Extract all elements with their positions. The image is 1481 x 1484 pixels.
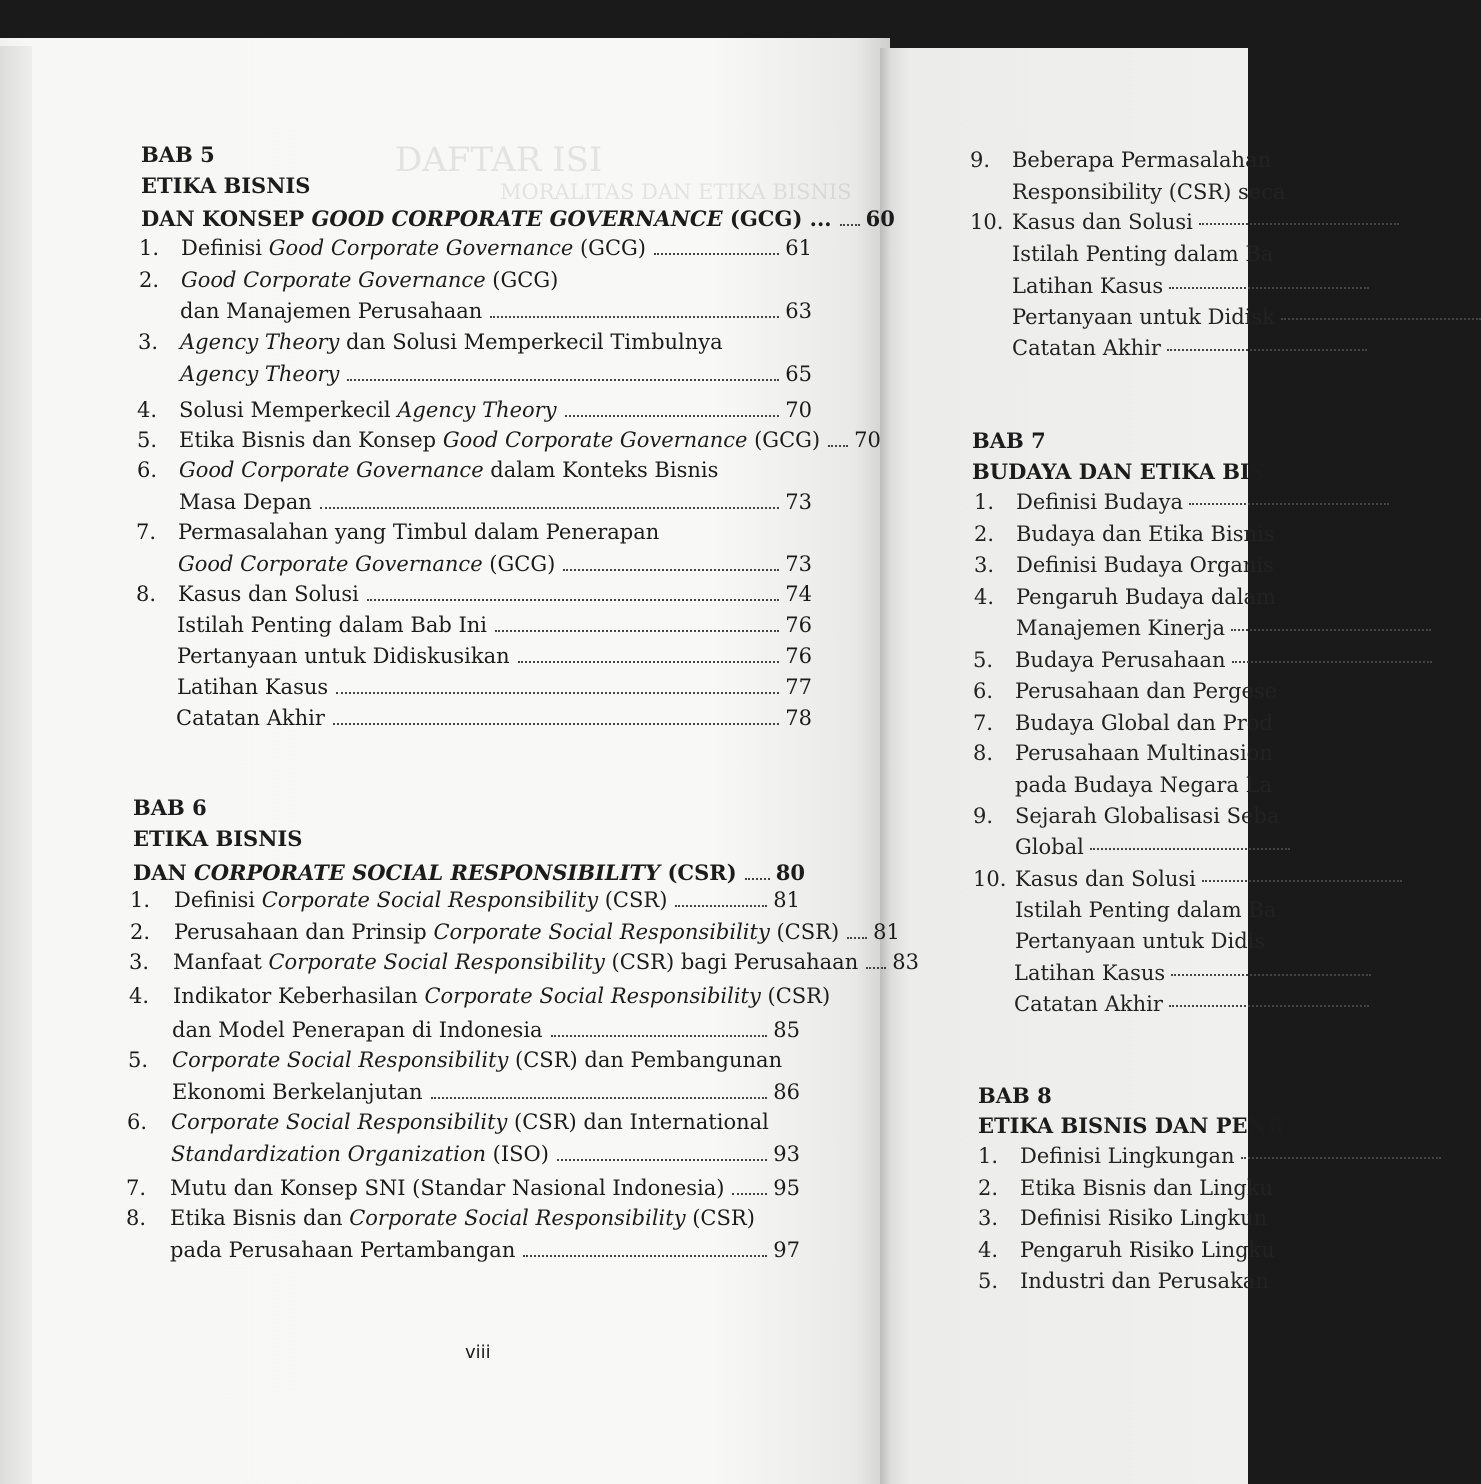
- item-number: 1.: [130, 888, 151, 912]
- toc-entry: [128, 1018, 800, 1048]
- dot-leader: [1231, 629, 1431, 631]
- item-title: pada Perusahaan Pertambangan: [170, 1238, 516, 1262]
- toc-entry: [130, 888, 800, 918]
- page-ref: 70: [854, 428, 881, 452]
- item-title: Corporate Social Responsibility (CSR) dan International: [171, 1110, 769, 1134]
- toc-entry: [973, 711, 1273, 735]
- dot-leader: [518, 661, 780, 663]
- toc-entry: [127, 1142, 800, 1172]
- toc-entry: [973, 804, 1279, 828]
- item-title: Catatan Akhir: [1012, 336, 1161, 360]
- bab5-title-line2: [141, 206, 895, 236]
- page-ref: 63: [785, 299, 812, 323]
- item-title: Latihan Kasus: [177, 675, 329, 699]
- toc-entry: [972, 992, 1369, 1016]
- dot-leader: [654, 253, 779, 255]
- item-title: Definisi Lingkungan: [1020, 1144, 1235, 1168]
- toc-entry: [973, 773, 1272, 797]
- page-ref: 95: [773, 1176, 800, 1200]
- item-number: 4.: [978, 1238, 999, 1262]
- toc-entry: [978, 1144, 1441, 1168]
- dot-leader: [1090, 848, 1290, 850]
- toc-entry: [970, 210, 1399, 234]
- toc-entry: [135, 675, 812, 705]
- item-title: Pertanyaan untuk Didis: [1015, 929, 1266, 953]
- toc-entry: [973, 679, 1277, 703]
- item-number: 8.: [136, 582, 157, 606]
- toc-entry: [970, 242, 1273, 266]
- item-title: Indikator Keberhasilan Corporate Social Responsibility (CSR): [173, 984, 831, 1008]
- item-title: Latihan Kasus: [1012, 274, 1164, 298]
- item-title: Definisi Corporate Social Responsibility (CSR): [174, 888, 668, 912]
- toc-entry: [137, 398, 812, 428]
- toc-entry: [126, 1238, 800, 1268]
- page-ref: 65: [785, 362, 812, 386]
- dot-leader: [333, 723, 779, 725]
- page-ref: 83: [892, 950, 919, 974]
- toc-entry: [136, 520, 812, 550]
- item-title: Definisi Budaya: [1016, 490, 1183, 514]
- toc-entry: [135, 613, 812, 643]
- toc-entry: [127, 1110, 800, 1140]
- item-title: Budaya Global dan Prod: [1015, 711, 1273, 735]
- dot-leader: [1202, 880, 1402, 882]
- toc-entry: [137, 458, 812, 488]
- toc-entry: [973, 867, 1402, 891]
- dot-leader: [745, 878, 770, 880]
- item-title: Beberapa Permasalahan: [1012, 148, 1272, 172]
- item-title: Etika Bisnis dan Konsep Good Corporate Governance (GCG): [179, 428, 821, 452]
- item-title: Sejarah Globalisasi Seba: [1015, 804, 1280, 828]
- item-number: 2.: [978, 1176, 999, 1200]
- item-number: 3.: [974, 553, 995, 577]
- item-number: 5.: [978, 1269, 999, 1293]
- bleed-through-text: MORALITAS DAN ETIKA BISNIS: [500, 180, 852, 204]
- item-title: Good Corporate Governance dalam Konteks Bisnis: [179, 458, 719, 482]
- dot-leader: [523, 1255, 767, 1257]
- toc-entry: [139, 268, 812, 298]
- dot-leader: [675, 905, 767, 907]
- item-number: 2.: [139, 268, 160, 292]
- toc-entry: [974, 490, 1389, 514]
- item-number: 5.: [973, 648, 994, 672]
- item-number: 7.: [136, 520, 157, 544]
- toc-entry: [970, 336, 1367, 360]
- page-ref: 73: [785, 490, 812, 514]
- item-number: 10.: [970, 210, 1004, 234]
- page-ref: 81: [873, 920, 900, 944]
- item-title: Perusahaan dan Pergese: [1015, 679, 1278, 703]
- item-title: Pertanyaan untuk Didiskusikan: [177, 644, 510, 668]
- toc-entry: [973, 835, 1290, 859]
- item-title: Istilah Penting dalam Ba: [1012, 242, 1274, 266]
- dot-leader: [1169, 287, 1369, 289]
- item-title: Definisi Risiko Lingkun: [1020, 1206, 1268, 1230]
- item-number: 9.: [973, 804, 994, 828]
- item-title: Solusi Memperkecil Agency Theory: [179, 398, 557, 422]
- dot-leader: [732, 1193, 767, 1195]
- item-number: 3.: [978, 1206, 999, 1230]
- dot-leader: [490, 316, 779, 318]
- toc-entry: [974, 553, 1274, 577]
- toc-entry: [974, 522, 1275, 546]
- toc-entry: [136, 582, 812, 612]
- page-number: viii: [465, 1342, 491, 1363]
- dot-leader: [1281, 318, 1481, 320]
- toc-entry: [129, 950, 919, 980]
- toc-entry: [970, 180, 1286, 204]
- item-title: Responsibility (CSR) seca: [1012, 180, 1286, 204]
- toc-entry: [973, 648, 1432, 672]
- dot-leader: [563, 569, 779, 571]
- item-title: Masa Depan: [179, 490, 312, 514]
- toc-entry: [978, 1238, 1275, 1262]
- page-ref: 93: [773, 1142, 800, 1166]
- item-title: DAN KONSEP GOOD CORPORATE GOVERNANCE (GCG) ...: [141, 206, 832, 231]
- dot-leader: [866, 967, 886, 969]
- item-title: dan Manajemen Perusahaan: [180, 299, 483, 323]
- toc-entry: [973, 741, 1273, 765]
- item-number: 1.: [978, 1144, 999, 1168]
- toc-entry: [138, 330, 812, 360]
- dot-leader: [431, 1097, 768, 1099]
- bab6-title-line1: ETIKA BISNIS: [133, 826, 303, 851]
- item-title: dan Model Penerapan di Indonesia: [172, 1018, 543, 1042]
- item-number: 2.: [130, 920, 151, 944]
- dot-leader: [1241, 1157, 1441, 1159]
- item-title: Istilah Penting dalam Ba: [1015, 898, 1277, 922]
- toc-entry: [136, 552, 812, 582]
- dot-leader: [1169, 1005, 1369, 1007]
- page-ref: 77: [785, 675, 812, 699]
- item-title: Kasus dan Solusi: [1012, 210, 1193, 234]
- page-ref: 61: [785, 236, 812, 260]
- toc-entry: [974, 616, 1431, 640]
- dot-leader: [347, 379, 779, 381]
- dot-leader: [1171, 974, 1371, 976]
- item-number: 6.: [137, 458, 158, 482]
- dot-leader: [557, 1159, 767, 1161]
- toc-entry: [974, 585, 1276, 609]
- toc-entry: [137, 428, 881, 458]
- item-title: Pengaruh Risiko Lingku: [1020, 1238, 1275, 1262]
- item-title: Istilah Penting dalam Bab Ini: [177, 613, 487, 637]
- dot-leader: [551, 1035, 768, 1037]
- item-number: 4.: [974, 585, 995, 609]
- bab6-label: BAB 6: [133, 795, 207, 820]
- toc-entry: [973, 898, 1276, 922]
- item-title: Catatan Akhir: [176, 706, 325, 730]
- dot-leader: [495, 630, 779, 632]
- bab5-title-line1: ETIKA BISNIS: [141, 173, 311, 198]
- bab8-title: ETIKA BISNIS DAN PENR: [978, 1113, 1285, 1138]
- item-title: Definisi Budaya Organis: [1016, 553, 1274, 577]
- item-number: 1.: [139, 236, 160, 260]
- dot-leader: [565, 415, 780, 417]
- item-number: 8.: [973, 741, 994, 765]
- bleed-through-title: DAFTAR ISI: [395, 140, 603, 180]
- item-title: Industri dan Perusakan: [1020, 1269, 1269, 1293]
- toc-entry: [130, 920, 900, 950]
- toc-entry: [970, 148, 1271, 172]
- item-number: 9.: [970, 148, 991, 172]
- item-title: Catatan Akhir: [1014, 992, 1163, 1016]
- dot-leader: [847, 937, 867, 939]
- item-title: Etika Bisnis dan Lingku: [1020, 1176, 1274, 1200]
- page-ref: 78: [785, 706, 812, 730]
- dot-leader: [828, 445, 848, 447]
- page-ref: 80: [775, 860, 805, 885]
- item-number: 2.: [974, 522, 995, 546]
- toc-entry: [970, 305, 1481, 329]
- item-title: Good Corporate Governance (GCG): [178, 552, 556, 576]
- item-number: 3.: [138, 330, 159, 354]
- item-number: 7.: [973, 711, 994, 735]
- dot-leader: [1167, 349, 1367, 351]
- page-edge: [0, 46, 32, 1484]
- toc-entry: [134, 706, 812, 736]
- item-number: 3.: [129, 950, 150, 974]
- item-title: Agency Theory dan Solusi Memperkecil Timbulnya: [180, 330, 723, 354]
- toc-entry: [978, 1269, 1269, 1293]
- toc-entry: [972, 961, 1371, 985]
- item-number: 7.: [126, 1176, 147, 1200]
- toc-entry: [139, 236, 812, 266]
- dot-leader: [336, 692, 779, 694]
- toc-entry: [137, 490, 812, 520]
- item-number: 5.: [137, 428, 158, 452]
- page-ref: 81: [773, 888, 800, 912]
- dot-leader: [320, 507, 780, 509]
- item-title: Pengaruh Budaya dalam: [1016, 585, 1276, 609]
- toc-entry: [138, 299, 812, 329]
- item-title: Global: [1015, 835, 1084, 859]
- dot-leader: [1232, 661, 1432, 663]
- item-title: Mutu dan Konsep SNI (Standar Nasional Indonesia): [170, 1176, 725, 1200]
- item-title: Definisi Good Corporate Governance (GCG): [181, 236, 646, 260]
- item-number: 6.: [973, 679, 994, 703]
- item-number: 5.: [128, 1048, 149, 1072]
- dot-leader: [840, 224, 860, 226]
- page-ref: 76: [785, 613, 812, 637]
- item-title: Kasus dan Solusi: [178, 582, 359, 606]
- page-ref: 86: [773, 1080, 800, 1104]
- item-title: Permasalahan yang Timbul dalam Penerapan: [178, 520, 660, 544]
- page-ref: 76: [785, 644, 812, 668]
- toc-entry: [128, 1080, 800, 1110]
- item-title: Agency Theory: [180, 362, 340, 386]
- bab6-title-line2: [133, 860, 805, 890]
- toc-entry: [126, 1206, 800, 1236]
- toc-entry: [126, 1176, 800, 1206]
- item-title: Good Corporate Governance (GCG): [181, 268, 559, 292]
- item-number: 1.: [974, 490, 995, 514]
- item-number: 6.: [127, 1110, 148, 1134]
- item-title: Perusahaan dan Prinsip Corporate Social Responsibility (CSR): [174, 920, 840, 944]
- item-number: 4.: [137, 398, 158, 422]
- toc-entry: [135, 644, 812, 674]
- item-title: Standardization Organization (ISO): [171, 1142, 549, 1166]
- item-title: Manajemen Kinerja: [1016, 616, 1225, 640]
- page-ref: 74: [785, 582, 812, 606]
- toc-entry: [978, 1176, 1273, 1200]
- item-title: Kasus dan Solusi: [1015, 867, 1196, 891]
- page-ref: 60: [865, 206, 895, 231]
- item-title: Manfaat Corporate Social Responsibility (CSR) bagi Perusahaan: [173, 950, 859, 974]
- item-title: Perusahaan Multinasion: [1015, 741, 1273, 765]
- item-title: pada Budaya Negara La: [1015, 773, 1273, 797]
- toc-entry: [128, 1048, 800, 1078]
- page-ref: 97: [773, 1238, 800, 1262]
- item-title: Budaya dan Etika Bisnis: [1016, 522, 1275, 546]
- item-title: DAN CORPORATE SOCIAL RESPONSIBILITY (CSR): [133, 860, 737, 885]
- item-number: 10.: [973, 867, 1007, 891]
- dot-leader: [1189, 503, 1389, 505]
- dot-leader: [367, 599, 779, 601]
- bab7-label: BAB 7: [972, 428, 1046, 453]
- toc-entry: [138, 362, 812, 392]
- toc-entry: [978, 1206, 1267, 1230]
- page-ref: 70: [785, 398, 812, 422]
- item-title: Latihan Kasus: [1014, 961, 1166, 985]
- item-title: Corporate Social Responsibility (CSR) dan Pembangunan: [172, 1048, 783, 1072]
- item-title: Pertanyaan untuk Didisk: [1012, 305, 1275, 329]
- toc-entry: [970, 274, 1369, 298]
- item-title: Budaya Perusahaan: [1015, 648, 1226, 672]
- page-ref: 73: [785, 552, 812, 576]
- dot-leader: [1199, 223, 1399, 225]
- item-title: Etika Bisnis dan Corporate Social Responsibility (CSR): [170, 1206, 755, 1230]
- toc-entry: [129, 984, 831, 1014]
- toc-entry: [973, 929, 1265, 953]
- item-number: 8.: [126, 1206, 147, 1230]
- item-number: 4.: [129, 984, 150, 1008]
- bab5-label: BAB 5: [141, 142, 215, 167]
- bab8-label: BAB 8: [978, 1083, 1052, 1108]
- item-title: Ekonomi Berkelanjutan: [172, 1080, 423, 1104]
- bab7-title: BUDAYA DAN ETIKA BIS: [972, 459, 1265, 484]
- page-ref: 85: [773, 1018, 800, 1042]
